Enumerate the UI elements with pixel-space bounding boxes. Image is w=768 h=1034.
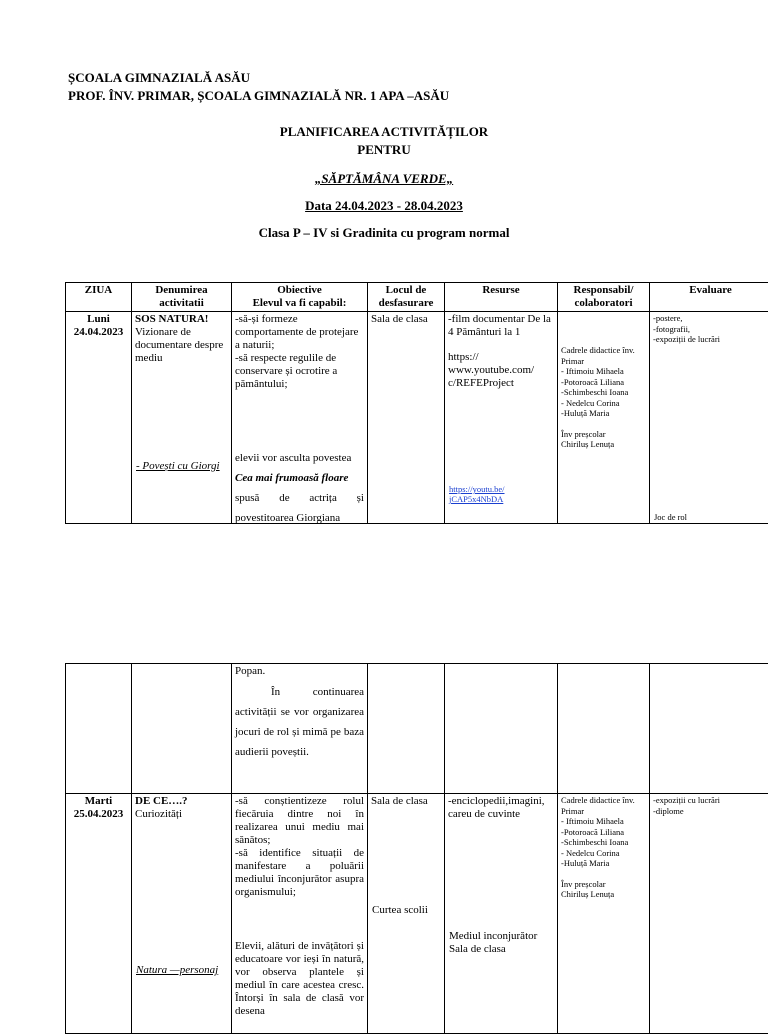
doc-title: PLANIFICAREA ACTIVITĂȚILOR: [0, 124, 768, 140]
responsible-cell: Cadrele didactice înv. Primar - Iftimoiu Mihaela -Potoroacă Liliana -Schimbeschi Ioana - Nedelcu Corina -Huluță Maria Înv preșcolar Chiriluș Lenuța: [558, 312, 650, 524]
evaluation-cell: -postere, -fotografii, -expoziții de lucrări Joc de rol: [650, 312, 768, 524]
resources-cell: -enciclopedii,imagini, careu de cuvinte Mediul inconjurător Sala de clasa: [445, 794, 558, 1034]
place-cell: Sala de clasa Curtea scolii: [368, 794, 445, 1034]
activities-table-page2: [65, 663, 768, 1034]
event-date: Data 24.04.2023 - 28.04.2023: [0, 198, 768, 214]
col-place: Locul de desfasurare: [368, 283, 445, 312]
class-info: Clasa P – IV si Gradinita cu program normal: [0, 225, 768, 241]
youtube-link[interactable]: https://youtu.be/ jCAP5x4NbDA: [449, 484, 529, 504]
col-responsible: Responsabil/ colaboratori: [558, 283, 650, 312]
col-evaluation: Evaluare: [650, 283, 768, 312]
activity-cell: SOS NATURA! Vizionare de documentare despre mediu - Povești cu Giorgi: [132, 312, 232, 524]
table-row: [66, 664, 768, 794]
activity-2: Natura —personaj: [136, 964, 218, 977]
activities-table-page1: [65, 282, 768, 524]
col-day: ZIUA: [66, 283, 132, 312]
doc-title-line2: PENTRU: [0, 142, 768, 158]
day-cell: Luni 24.04.2023: [66, 312, 132, 524]
objectives-cell: -să-și formeze comportamente de protejare a naturii; -să respecte regulile de conservare și ocrotire a pământului; elevii vor asculta povestea Cea mai frumoasă floare spusă de actrița și povestitoarea Giorgiana: [232, 312, 368, 524]
col-activity: Denumirea activitatii: [132, 283, 232, 312]
objectives-cont-cell: Popan. În continuarea activității se vor organizarea jocuri de rol și mimă pe baza audierii poveștii.: [232, 664, 368, 794]
col-objectives: Obiective Elevul va fi capabil:: [232, 283, 368, 312]
teacher-affiliation: PROF. ÎNV. PRIMAR, ȘCOALA GIMNAZIALĂ NR. 1 APA –ASĂU: [68, 88, 449, 104]
activity-cell: DE CE….? Curiozități Natura —personaj: [132, 794, 232, 1034]
event-name: „SĂPTĂMÂNA VERDE„: [0, 171, 768, 187]
school-name: ȘCOALA GIMNAZIALĂ ASĂU: [68, 70, 250, 86]
table-row: [66, 794, 768, 1034]
responsible-cell: Cadrele didactice înv. Primar - Iftimoiu Mihaela -Potoroacă Liliana -Schimbeschi Ioana - Nedelcu Corina -Huluță Maria Înv preșcolar Chiriluș Lenuța: [558, 794, 650, 1034]
evaluation-cell: -expoziții cu lucrări -diplome: [650, 794, 768, 1034]
day-cell: Marti 25.04.2023: [66, 794, 132, 1034]
col-resources: Resurse: [445, 283, 558, 312]
place-cell: Sala de clasa: [368, 312, 445, 524]
objectives-cell: -să conștientizeze rolul fiecăruia dintre noi în realizarea unui mediu mai sănătos; -să identifice situații de manifestare a poluării mediului înconjurător asupra organismului; Elevii, alături de invățători și educatoare vor ieși în natură, vor observa plantele și mediul în care acestea cresc. Întorși în sala de clasă vor desena: [232, 794, 368, 1034]
activity-2: - Povești cu Giorgi: [136, 460, 220, 473]
table-row: [66, 312, 768, 524]
resources-cell: -film documentar De la 4 Pământuri la 1 https:// www.youtube.com/ c/REFEProject https://youtu.be/ jCAP5x4NbDA: [445, 312, 558, 524]
